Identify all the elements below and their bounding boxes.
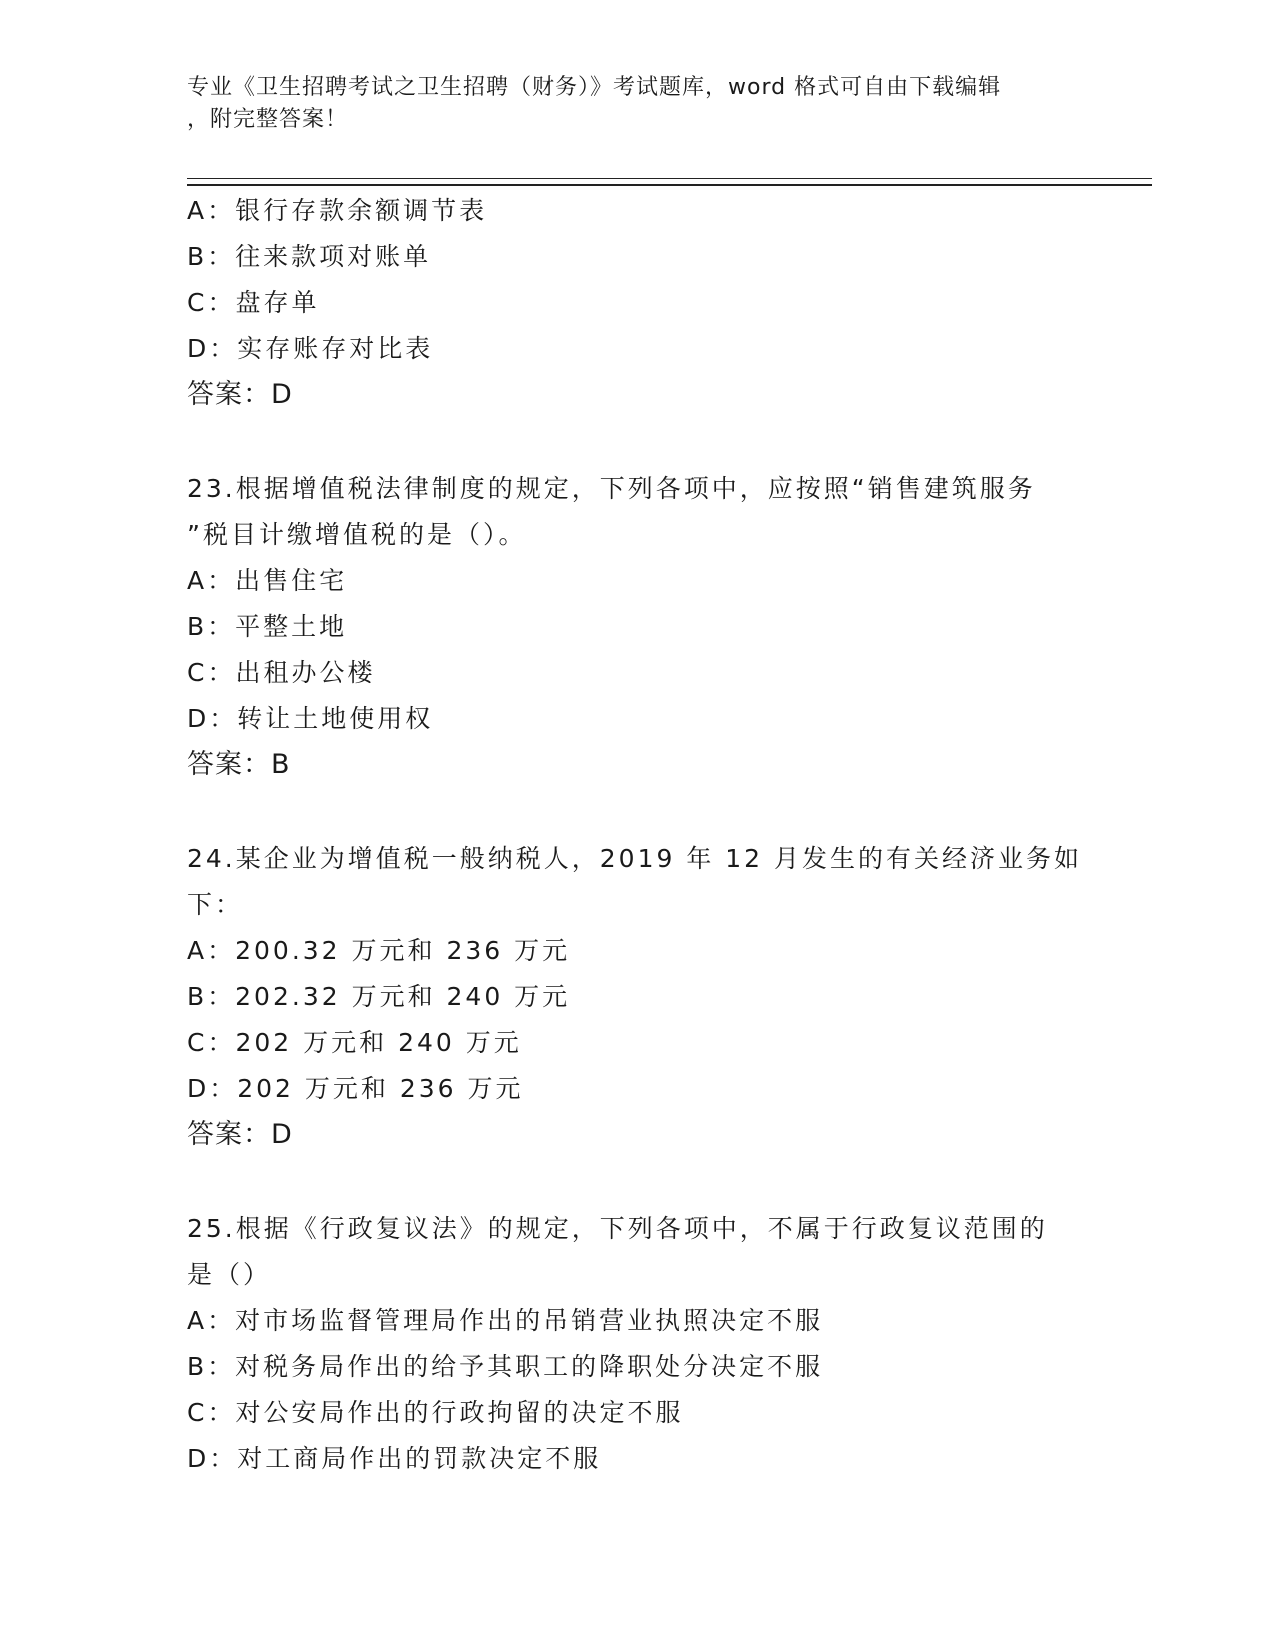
question-22-tail — [187, 188, 1087, 418]
question-24 — [187, 836, 1087, 1158]
question-25 — [187, 1206, 1087, 1482]
option-b: B：202.32 万元和 240 万元 — [187, 982, 571, 1011]
option-c: C：对公安局作出的行政拘留的决定不服 — [187, 1398, 684, 1427]
option-a: A：对市场监督管理局作出的吊销营业执照决定不服 — [187, 1306, 824, 1335]
question-stem-line-1: 25.根据《行政复议法》的规定，下列各项中，不属于行政复议范围的 — [187, 1214, 1048, 1243]
option-d: D：202 万元和 236 万元 — [187, 1074, 524, 1103]
option-c: C：盘存单 — [187, 288, 320, 317]
question-list — [187, 188, 1087, 1482]
question-stem-line-1: 24.某企业为增值税一般纳税人，2019 年 12 月发生的有关经济业务如 — [187, 844, 1083, 873]
question-stem-line-2: 是（） — [187, 1260, 272, 1289]
option-c: C：出租办公楼 — [187, 658, 376, 687]
option-a: A：200.32 万元和 236 万元 — [187, 936, 571, 965]
header-divider — [187, 178, 1152, 186]
answer: 答案：D — [187, 1119, 293, 1150]
header-line-1: 专业《卫生招聘考试之卫生招聘（财务）》考试题库，word 格式可自由下载编辑 — [187, 75, 1002, 100]
answer: 答案：B — [187, 749, 291, 780]
option-a: A：出售住宅 — [187, 566, 348, 595]
question-stem-line-2: ”税目计缴增值税的是（）。 — [187, 520, 527, 549]
question-23 — [187, 466, 1087, 788]
header-line-2: ，附完整答案！ — [187, 107, 349, 132]
answer: 答案：D — [187, 379, 293, 410]
option-d: D：转让土地使用权 — [187, 704, 434, 733]
option-b: B：对税务局作出的给予其职工的降职处分决定不服 — [187, 1352, 824, 1381]
option-b: B：平整土地 — [187, 612, 348, 641]
question-stem-line-2: 下： — [187, 890, 244, 919]
document-header — [187, 72, 1067, 136]
question-stem-line-1: 23.根据增值税法律制度的规定，下列各项中，应按照“销售建筑服务 — [187, 474, 1036, 503]
option-a: A：银行存款余额调节表 — [187, 196, 488, 225]
option-d: D：实存账存对比表 — [187, 334, 434, 363]
option-b: B：往来款项对账单 — [187, 242, 432, 271]
option-c: C：202 万元和 240 万元 — [187, 1028, 522, 1057]
option-d: D：对工商局作出的罚款决定不服 — [187, 1444, 602, 1473]
